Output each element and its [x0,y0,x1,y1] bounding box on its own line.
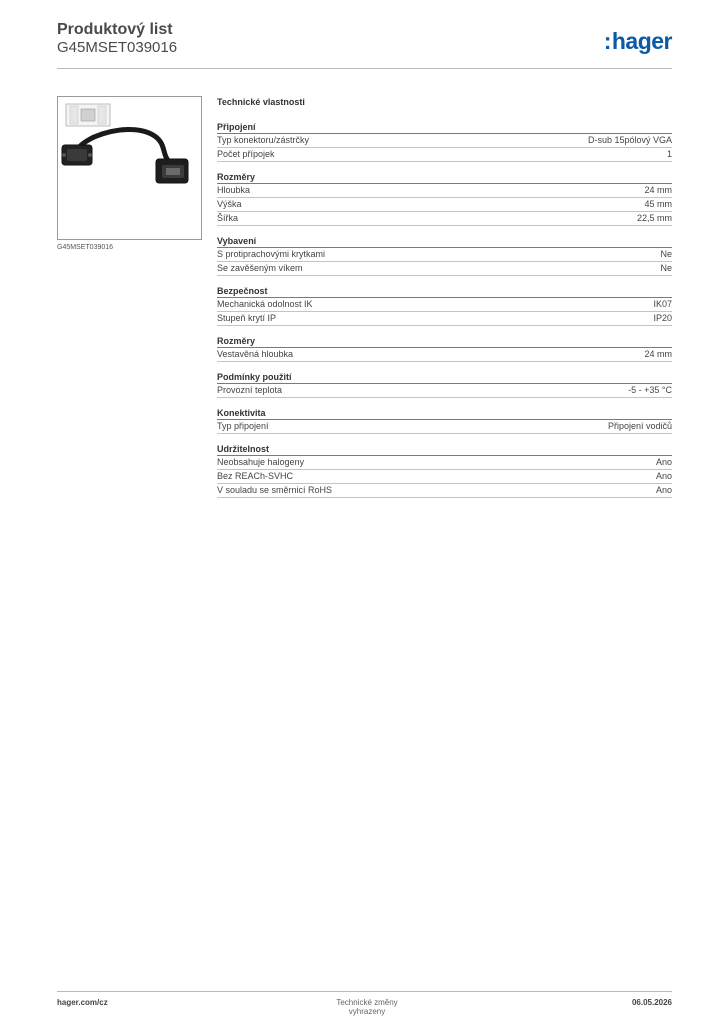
logo-text: hager [611,28,672,54]
spec-row [217,456,672,470]
spec-label: Počet přípojek [217,149,275,159]
spec-value: Ano [655,457,672,467]
spec-value: Ne [660,249,672,259]
spec-row [217,484,672,498]
spec-group-udrzitelnost [217,443,672,498]
spec-value: Připojení vodičů [607,421,672,431]
spec-group-konektivita [217,407,672,434]
product-code: G45MSET039016 [57,39,178,56]
spec-row [217,470,672,484]
group-title: Vybavení [217,235,672,248]
header-divider [57,68,672,69]
spec-row [217,148,672,162]
spec-row [217,312,672,326]
hager-logo: :hager [603,28,672,54]
document-header [57,20,672,68]
spec-label: Se zavěšeným víkem [217,263,303,273]
group-title: Konektivita [217,407,672,420]
image-caption: G45MSET039016 [57,244,114,251]
spec-label: Typ konektoru/zástrčky [217,135,310,145]
group-title: Připojení [217,121,672,134]
spec-value: Ano [655,485,672,495]
spec-value: Ne [660,263,672,273]
spec-row [217,134,672,148]
spec-value: 24 mm [644,349,672,359]
spec-row [217,420,672,434]
footer-date: 06.05.2026 [631,998,672,1007]
spec-value: 1 [666,149,672,159]
spec-label: Provozní teplota [217,385,283,395]
technical-specifications [217,96,672,507]
spec-row [217,184,672,198]
spec-value: IK07 [653,299,672,309]
spec-group-bezpecnost [217,285,672,326]
spec-row [217,248,672,262]
spec-row [217,348,672,362]
group-title: Rozměry [217,335,672,348]
spec-group-podminky-pouziti [217,371,672,398]
footer-website-link[interactable]: hager.com/cz [57,998,108,1007]
spec-group-vybaveni [217,235,672,276]
spec-label: Stupeň krytí IP [217,313,277,323]
spec-value: 22,5 mm [636,213,672,223]
group-title: Rozměry [217,171,672,184]
spec-value: Ano [655,471,672,481]
spec-row [217,212,672,226]
specs-title: Technické vlastnosti [217,97,305,107]
spec-label: S protiprachovými krytkami [217,249,326,259]
group-title: Podmínky použití [217,371,672,384]
spec-label: Výška [217,199,242,209]
footer-divider [57,991,672,992]
spec-label: Typ připojení [217,421,269,431]
spec-label: V souladu se směrnicí RoHS [217,485,333,495]
document-footer [57,998,672,1016]
spec-label: Vestavěná hloubka [217,349,294,359]
spec-label: Bez REACh-SVHC [217,471,294,481]
page-title: Produktový list [57,21,173,38]
spec-row [217,384,672,398]
group-title: Udržitelnost [217,443,672,456]
spec-label: Mechanická odolnost IK [217,299,313,309]
group-title: Bezpečnost [217,285,672,298]
spec-value: 24 mm [644,185,672,195]
spec-label: Hloubka [217,185,251,195]
spec-row [217,298,672,312]
vga-cable-illustration [58,97,201,239]
spec-row [217,198,672,212]
footer-note: Technické změny vyhrazeny [336,998,398,1016]
spec-group-rozmery-vestavba [217,335,672,362]
spec-label: Neobsahuje halogeny [217,457,305,467]
spec-value: 45 mm [644,199,672,209]
spec-row [217,262,672,276]
spec-group-pripojeni [217,121,672,162]
spec-value: IP20 [653,313,672,323]
spec-label: Šířka [217,213,239,223]
spec-group-rozmery [217,171,672,226]
spec-value: -5 - +35 °C [628,385,672,395]
spec-value: D-sub 15pólový VGA [587,135,672,145]
product-image [57,96,202,240]
